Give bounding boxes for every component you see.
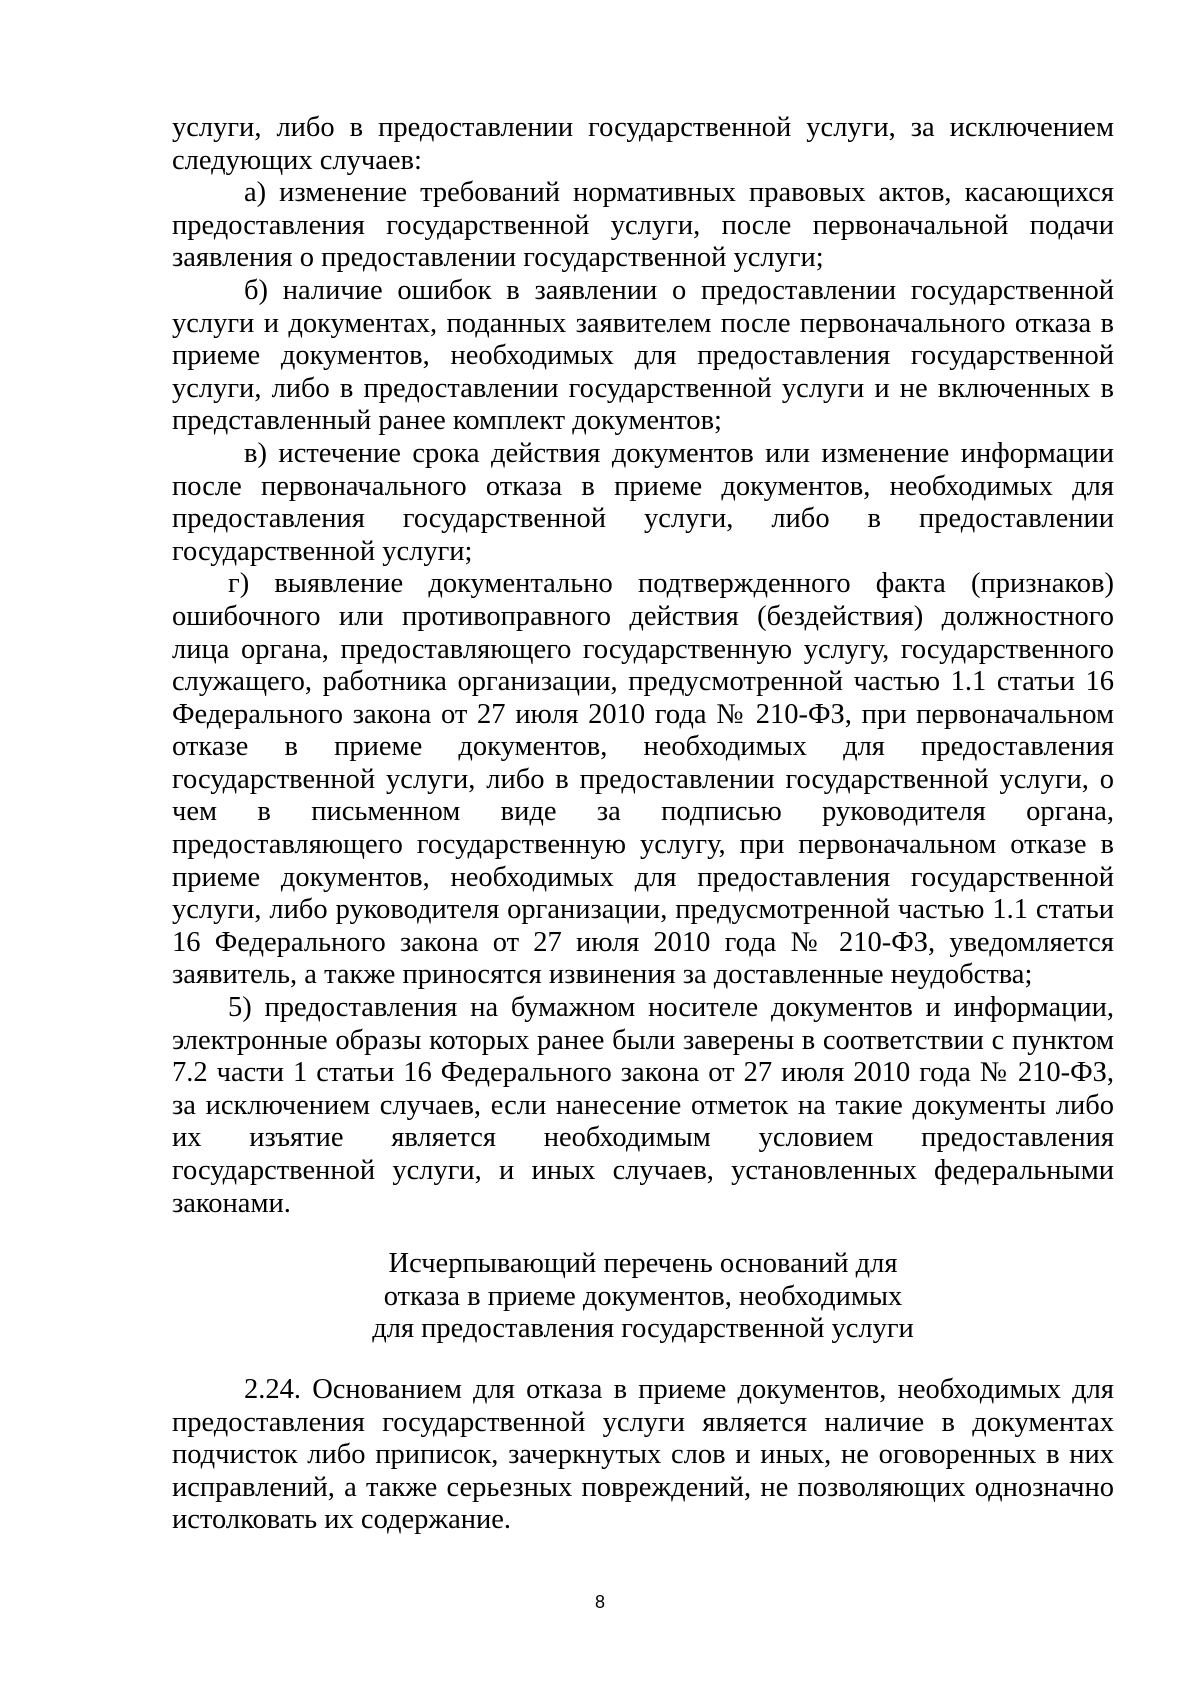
- paragraph-2-24: 2.24. Основанием для отказа в приеме документов, необходимых для предоставления государственной услуги является наличие в документах подчисток либо приписок, зачеркнутых слов и иных, не оговоренных в них исправлений, а также серьезных повреждений, не позволяющих однозначно истолковать их содержание.: [172, 1373, 1114, 1536]
- paragraph-item-a: а) изменение требований нормативных правовых актов, касающихся предоставления государственной услуги, после первоначальной подачи заявления о предоставлении государственной услуги;: [172, 177, 1114, 274]
- document-body: [172, 112, 1114, 1537]
- paragraph-item-g: г) выявление документально подтвержденного факта (признаков) ошибочного или противоправного действия (бездействия) должностного лица органа, предоставляющего государственную услугу, государственного служащего, работника организации, предусмотренной частью 1.1 статьи 16 Федерального закона от 27 июля 2010 года № 210-ФЗ, при первоначальном отказе в приеме документов, необходимых для предоставления государственной услуги, либо в предоставлении государственной услуги, о чем в письменном виде за подписью руководителя органа, предоставляющего государственную услугу, при первоначальном отказе в приеме документов, необходимых для предоставления государственной услуги, либо руководителя организации, предусмотренной частью 1.1 статьи 16 Федерального закона от 27 июля 2010 года № 210-ФЗ, уведомляется заявитель, а также приносятся извинения за доставленные неудобства;: [172, 568, 1114, 991]
- section-heading: [172, 1248, 1114, 1346]
- paragraph-item-v: в) истечение срока действия документов или изменение информации после первоначального отказа в приеме документов, необходимых для предоставления государственной услуги, либо в предоставлении государственной услуги;: [172, 437, 1114, 567]
- paragraph-item-b: б) наличие ошибок в заявлении о предоставлении государственной услуги и документах, поданных заявителем после первоначального отказа в приеме документов, необходимых для предоставления государственной услуги, либо в предоставлении государственной услуги и не включенных в представленный ранее комплект документов;: [172, 274, 1114, 437]
- section-heading-line-3: для предоставления государственной услуги: [372, 1313, 914, 1345]
- paragraph-intro: услуги, либо в предоставлении государственной услуги, за исключением следующих случаев:: [172, 112, 1114, 176]
- section-heading-line-1: Исчерпывающий перечень оснований для: [388, 1248, 898, 1280]
- paragraph-item-5: 5) предоставления на бумажном носителе документов и информации, электронные образы которых ранее были заверены в соответствии с пунктом 7.2 части 1 статьи 16 Федерального закона от 27 июля 2010 года № 210-ФЗ, за исключением случаев, если нанесение отметок на такие документы либо их изъятие является необходимым условием предоставления государственной услуги, и иных случаев, установленных федеральными законами.: [172, 992, 1114, 1219]
- page-number: 8: [594, 1592, 605, 1612]
- section-heading-line-2: отказа в приеме документов, необходимых: [383, 1280, 903, 1312]
